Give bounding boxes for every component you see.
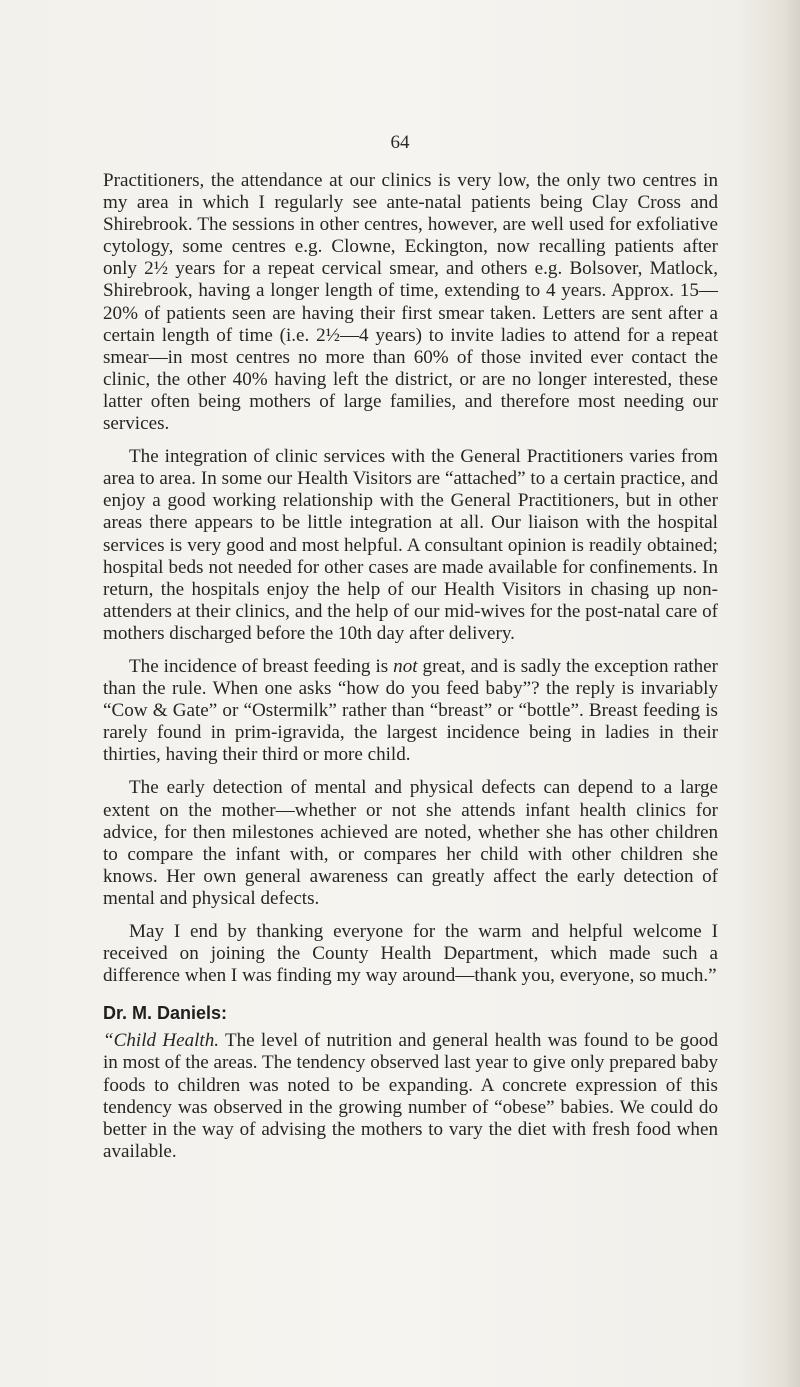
page-number: 64 xyxy=(390,132,410,153)
paragraph-cytology: Practitioners, the attendance at our clinics is very low, the only two centres in my area in which I regularly see ante-natal patients being Clay Cross and Shirebrook. The sessions in other centres, however, are well used for exfoliative cytology, some centres e.g. Clowne, Eckington, now recalling patients after only 2½ years for a repeat cervical smear, and others e.g. Bolsover, Matlock, Shirebrook, having a longer length of time, extending to 4 years. Approx. 15—20% of patients seen are having their first smear taken. Letters are sent after a certain length of time (i.e. 2½—4 years) to invite ladies to attend for a repeat smear—in most centres no more than 60% of those invited ever contact the clinic, the other 40% having left the district, or are no longer interested, these latter often being mothers of large families, and therefore most needing our services. xyxy=(103,170,718,435)
emphasis-not: not xyxy=(393,655,418,677)
speaker-heading: Dr. M. Daniels: xyxy=(103,1003,228,1024)
document-body xyxy=(103,170,718,1174)
child-health-heading: “Child Health. xyxy=(103,1030,220,1052)
paragraph-early-detection: The early detection of mental and physical defects can depend to a large extent on the mother—whether or not she attends infant health clinics for advice, for then milestones achieved are noted, whether she has other children to compare the infant with, or compares her child with other children she knows. Her own general awareness can greatly affect the early detection of mental and physical defects. xyxy=(103,777,718,909)
breast-feeding-text-start: The incidence of breast feeding is xyxy=(129,655,394,677)
paragraph-child-health xyxy=(103,1030,718,1163)
breast-feeding-text-end: great, and is sadly the exception rather than the rule. When one asks “how do you feed baby”? the reply is invariably “Cow & Gate” or “Ostermilk” rather than “breast” or “bottle”. Breast feeding is rarely found in prim-igravida, the largest incidence being in ladies in their thirties, having their third or more child. xyxy=(103,655,718,766)
paragraph-integration: The integration of clinic services with the General Practitioners varies from area to area. In some our Health Visitors are “attached” to a certain practice, and enjoy a good working relationship with the General Practitioners, but in other areas there appears to be little integration at all. Our liaison with the hospital services is very good and most helpful. A consultant opinion is readily obtained; hospital beds not needed for other cases are made available for confinements. In return, the hospitals enjoy the help of our Health Visitors in chasing up non-attenders at their clinics, and the help of our mid-wives for the post-natal care of mothers discharged before the 10th day after delivery. xyxy=(103,446,718,644)
child-health-text: The level of nutrition and general health was found to be good in most of the areas. The tendency observed last year to give only prepared baby foods to children was noted to be expanding. A concrete expression of this tendency was observed in the growing number of “obese” babies. We could do better in the way of advising the mothers to vary the diet with fresh food when available. xyxy=(103,1030,718,1162)
paragraph-breast-feeding xyxy=(103,656,718,766)
paragraph-thanks: May I end by thanking everyone for the warm and helpful welcome I received on joining the County Health Department, which made such a difference when I was finding my way around—thank you, everyone, so much.” xyxy=(103,921,718,987)
